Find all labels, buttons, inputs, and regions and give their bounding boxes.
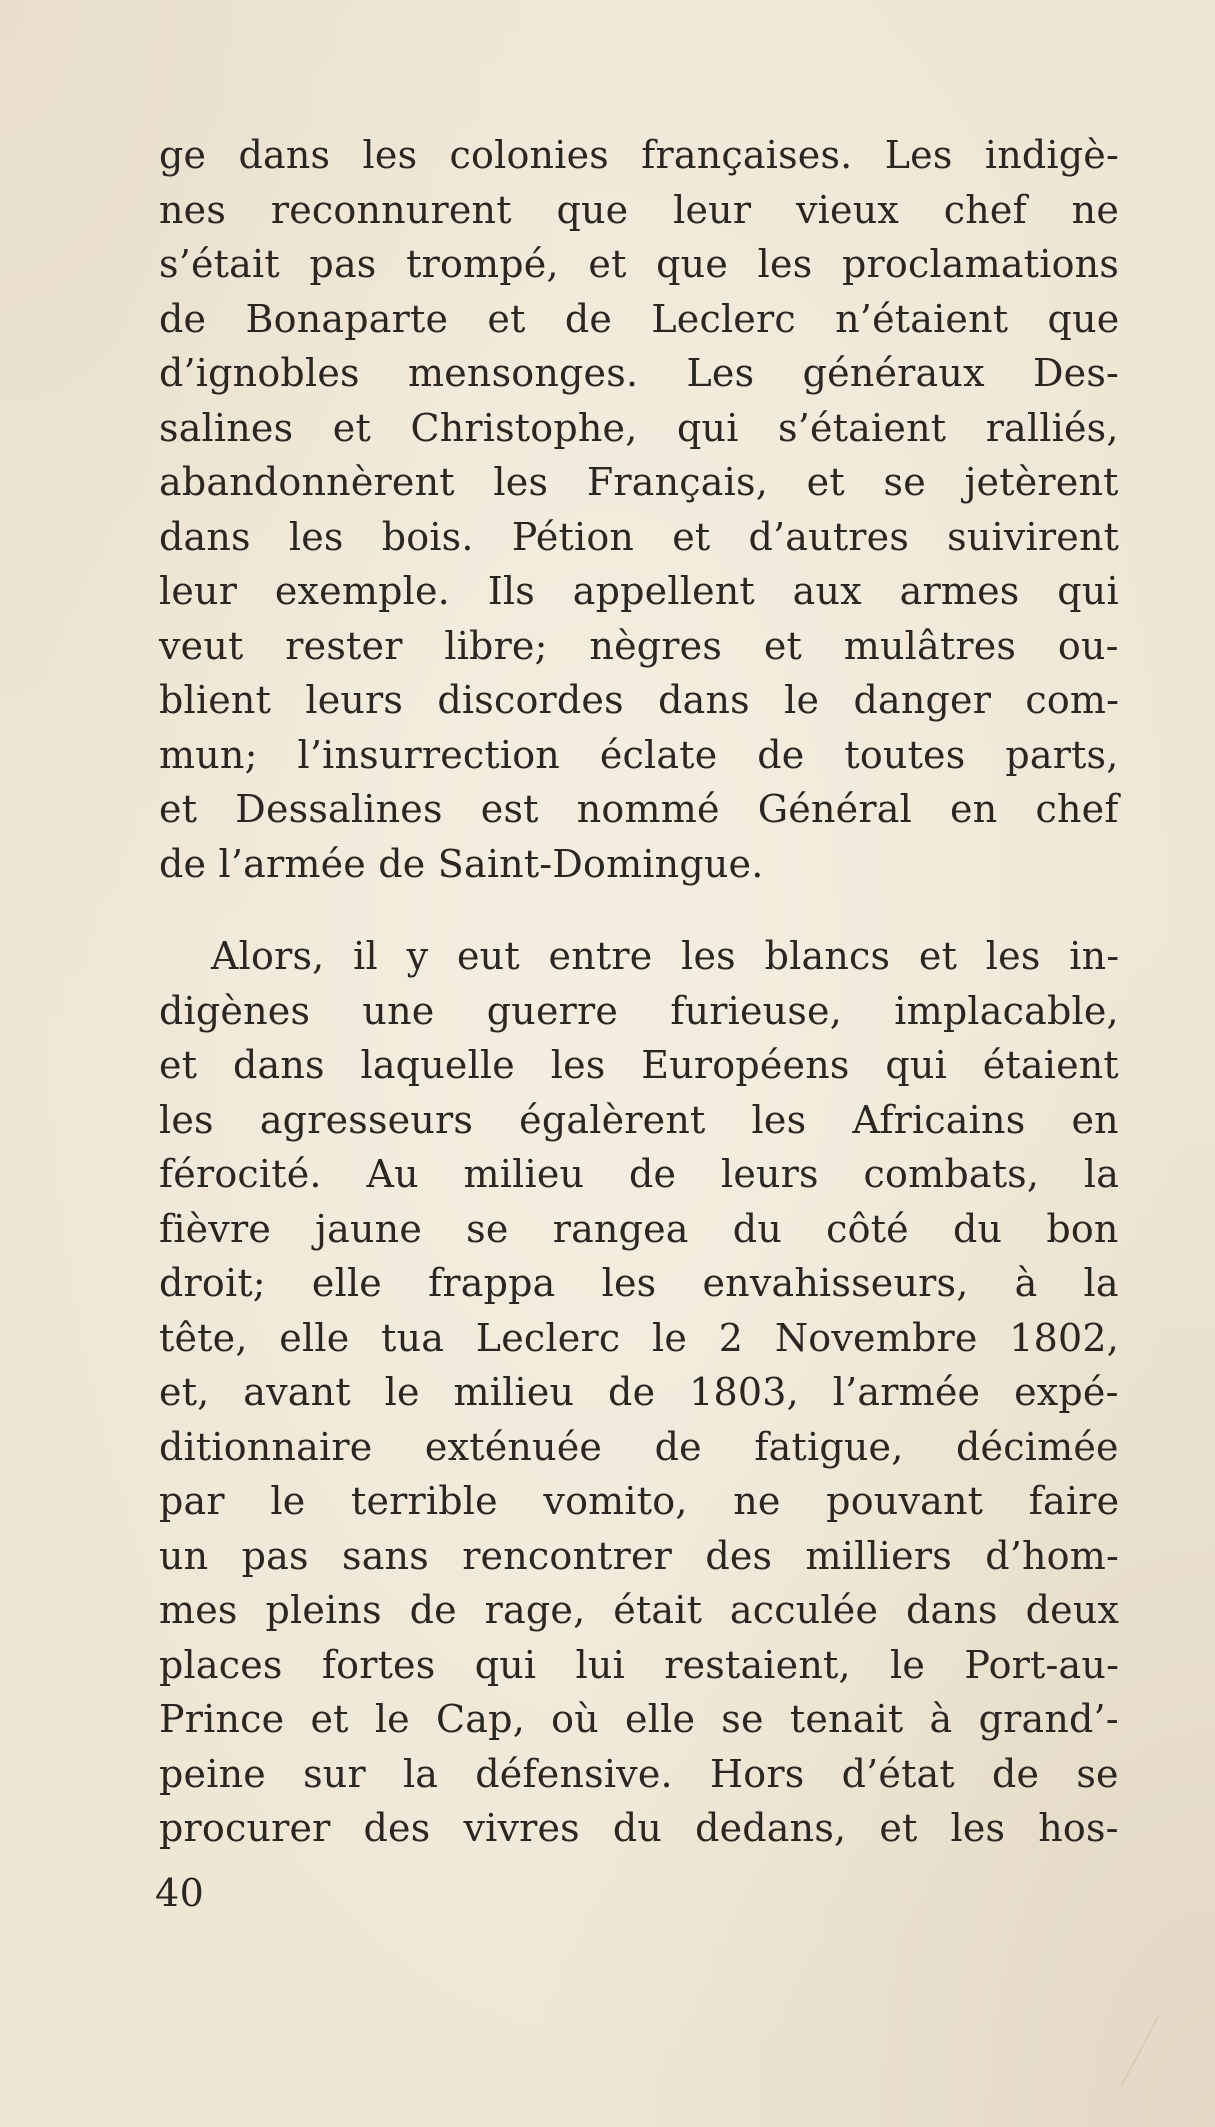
paragraph-1 <box>159 128 1119 891</box>
text-line: de l’armée de Saint-Domingue. <box>159 841 764 886</box>
text-line: dans les bois. Pétion et d’autres suivirent <box>159 514 1120 559</box>
text-line: tête, elle tua Leclerc le 2 Novembre 1802, <box>159 1315 1120 1360</box>
text-line: par le terrible vomito, ne pouvant faire <box>159 1479 1120 1523</box>
paper-crease <box>1121 2015 1212 2114</box>
text-line: ditionnaire exténuée de fatigue, décimée <box>159 1424 1119 1469</box>
text-line: digènes une guerre furieuse, implacable, <box>159 988 1119 1033</box>
text-line: ge dans les colonies françaises. Les indigè- <box>159 133 1119 177</box>
text-line: d’ignobles mensonges. Les généraux Des- <box>159 351 1120 395</box>
text-line: leur exemple. Ils appellent aux armes qui <box>159 569 1119 613</box>
text-line: et Dessalines est nommé Général en chef <box>159 787 1119 831</box>
text-line: places fortes qui lui restaient, le Port-au- <box>159 1642 1120 1687</box>
text-line: salines et Christophe, qui s’étaient ralliés, <box>159 405 1119 450</box>
text-line: fièvre jaune se rangea du côté du bon <box>159 1206 1119 1251</box>
paragraph-2 <box>159 929 1119 1856</box>
page-number: 40 <box>155 1871 205 1915</box>
text-line: droit; elle frappa les envahisseurs, à la <box>159 1261 1119 1305</box>
text-line: procurer des vivres du dedans, et les hos- <box>159 1806 1119 1850</box>
text-line: abandonnèrent les Français, et se jetèrent <box>159 460 1119 504</box>
text-line: férocité. Au milieu de leurs combats, la <box>159 1152 1120 1196</box>
text-line: s’était pas trompé, et que les proclamations <box>159 242 1120 286</box>
text-line: et, avant le milieu de 1803, l’armée expé- <box>159 1370 1119 1414</box>
text-line: de Bonaparte et de Leclerc n’étaient que <box>159 296 1120 341</box>
text-line: Prince et le Cap, où elle se tenait à grand’- <box>159 1697 1119 1741</box>
paragraph-gap <box>159 891 1119 929</box>
text-line: blient leurs discordes dans le danger com- <box>159 678 1120 722</box>
text-line: mes pleins de rage, était acculée dans deux <box>159 1588 1120 1632</box>
text-line: les agresseurs égalèrent les Africains en <box>159 1097 1119 1142</box>
text-line: nes reconnurent que leur vieux chef ne <box>159 187 1120 232</box>
text-line: peine sur la défensive. Hors d’état de se <box>159 1751 1119 1796</box>
text-line: mun; l’insurrection éclate de toutes parts, <box>159 732 1119 777</box>
text-line: Alors, il y eut entre les blancs et les in- <box>211 934 1120 978</box>
text-line: et dans laquelle les Européens qui étaient <box>159 1043 1119 1087</box>
body-text <box>159 128 1119 1856</box>
text-line: veut rester libre; nègres et mulâtres ou- <box>159 623 1119 668</box>
text-line: un pas sans rencontrer des milliers d’hom- <box>159 1533 1120 1578</box>
